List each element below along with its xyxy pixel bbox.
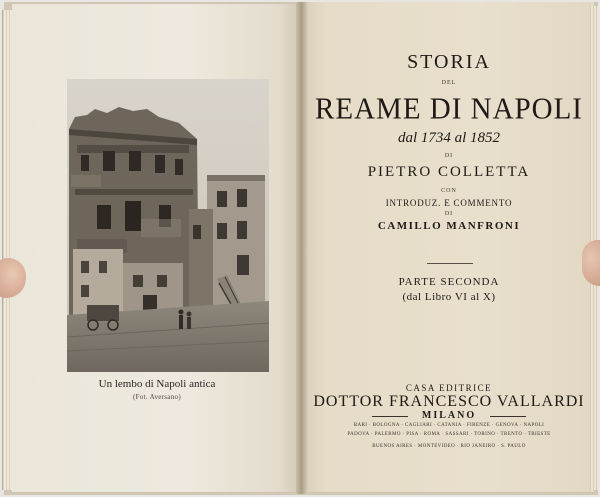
title-line-reame: REAME DI NAPOLI	[315, 92, 583, 126]
title-joiner: DEL	[441, 80, 457, 86]
editor-name: CAMILLO MANFRONI	[377, 220, 521, 232]
plate-photograph	[67, 79, 269, 372]
editor-label: DI	[444, 211, 454, 217]
title-dates: dal 1734 al 1852	[397, 130, 501, 146]
with-label: CON	[441, 188, 457, 194]
city-rule-right	[490, 416, 526, 417]
by-label: DI	[444, 153, 454, 159]
books-range: (dal Libro VI al X)	[402, 291, 496, 303]
part-heading: PARTE SECONDA	[398, 276, 500, 288]
author-name: PIETRO COLLETTA	[367, 164, 531, 180]
divider-rule	[427, 263, 473, 264]
publisher-label: CASA EDITRICE	[405, 383, 493, 393]
publisher-city: MILANO	[421, 410, 477, 421]
introduction-note: INTRODUZ. E COMMENTO	[385, 198, 513, 208]
publisher-name: DOTTOR FRANCESCO VALLARDI	[313, 393, 585, 410]
photo-credit: (Fot. Aversano)	[133, 393, 181, 401]
branch-cities-line-3: BUENOS AIRES · MONTEVIDEO · RIO JANEIRO · S. PAULO	[372, 444, 526, 449]
title-line-storia: STORIA	[407, 51, 491, 73]
branch-cities-line-1: BARI · BOLOGNA · CAGLIARI · CATANIA · FIRENZE · GENOVA · NAPOLI	[353, 423, 545, 428]
branch-cities-line-2: PADOVA · PALERMO · PISA · ROMA · SASSARI · TORINO · TRENTO · TRIESTE	[347, 432, 551, 437]
plate-caption: Un lembo di Napoli antica	[98, 378, 216, 390]
right-thumb	[582, 240, 600, 286]
